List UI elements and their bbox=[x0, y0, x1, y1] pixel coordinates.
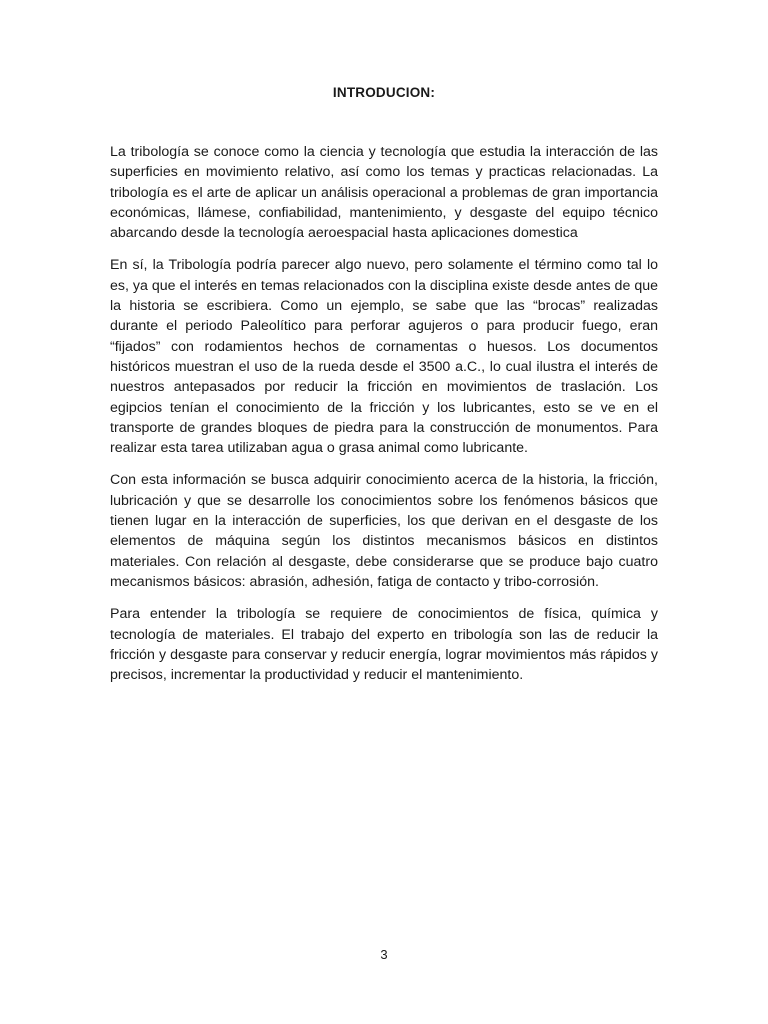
body-text bbox=[110, 142, 658, 697]
paragraph-requirements: Para entender la tribología se requiere de conocimientos de física, química y tecnología de materiales. El trabajo del experto en tribología son las de reducir la fricción y desgaste para conservar y reducir energía, lograr movimientos más rápidos y precisos, incrementar la productividad y reducir el mantenimiento. bbox=[110, 606, 658, 684]
paragraph-history: En sí, la Tribología podría parecer algo nuevo, pero solamente el término como tal lo es, ya que el interés en temas relacionados con la disciplina existe desde antes de que la historia se escribiera. Como un ejemplo, se sabe que las “brocas” realizadas durante el periodo Paleolítico para perforar agujeros o para producir fuego, eran “fijados” con rodamientos hechos de cornamentas o huesos. Los documentos históricos muestran el uso de la rueda desde el 3500 a.C., lo cual ilustra el interés de nuestros antepasados por reducir la fricción en movimientos de traslación. Los egipcios tenían el conocimiento de la fricción y los lubricantes, esto se ve en el transporte de grandes bloques de piedra para la construcción de monumentos. Para realizar esta tarea utilizaban agua o grasa animal como lubricante. bbox=[110, 257, 658, 457]
page-number: 3 bbox=[380, 947, 388, 962]
page-title: INTRODUCION: bbox=[332, 85, 436, 100]
paragraph-objective: Con esta información se busca adquirir conocimiento acerca de la historia, la fricción, lubricación y que se desarrolle los conocimientos sobre los fenómenos básicos que tienen lugar en la interacción de superficies, los que derivan en el desgaste de los elementos de máquina según los distintos mecanismos básicos en distintos materiales. Con relación al desgaste, debe considerarse que se produce bajo cuatro mecanismos básicos: abrasión, adhesión, fatiga de contacto y tribo-corrosión. bbox=[110, 472, 658, 590]
paragraph-intro: La tribología se conoce como la ciencia y tecnología que estudia la interacción de las superficies en movimiento relativo, así como los temas y practicas relacionadas. La tribología es el arte de aplicar un análisis operacional a problemas de gran importancia económicas, llámese, confiabilidad, mantenimiento, y desgaste del equipo técnico abarcando desde la tecnología aeroespacial hasta aplicaciones domestica bbox=[110, 144, 658, 242]
